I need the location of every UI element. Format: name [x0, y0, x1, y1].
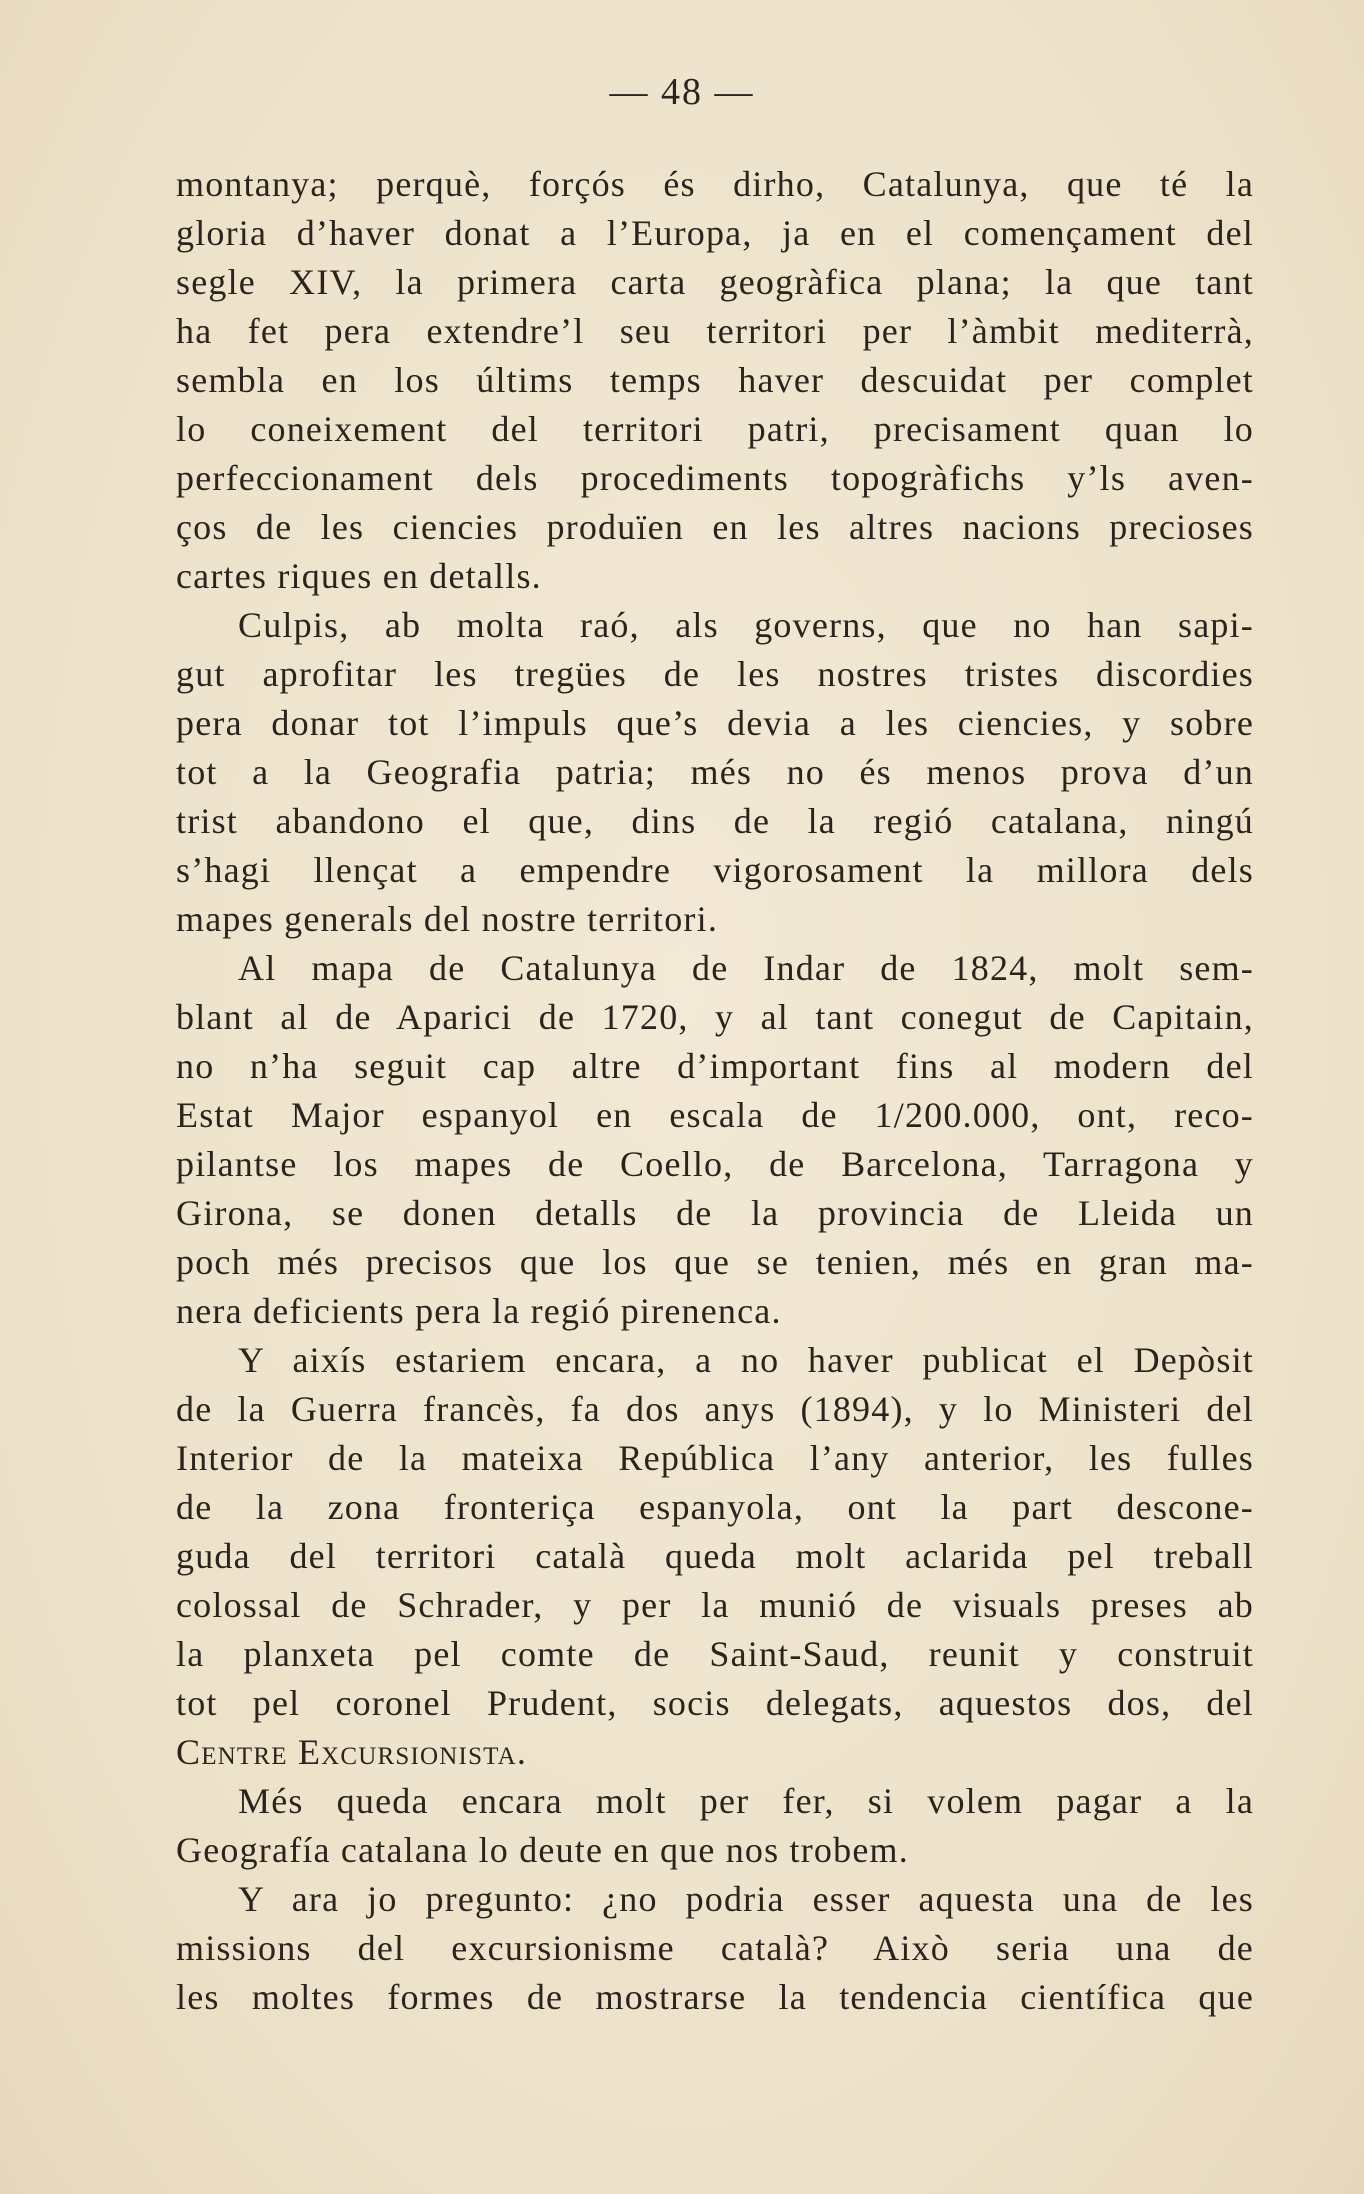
text-line: Més queda encara molt per fer, si volem pagar a la — [238, 1781, 1254, 1821]
text-line: ha fet pera extendre’l seu territori per l’àmbit mediterrà, — [176, 311, 1254, 351]
text-line: segle XIV, la primera carta geogràfica plana; la que tant — [176, 262, 1254, 302]
text-line: lo coneixement del territori patri, precisament quan lo — [176, 409, 1254, 449]
text-line: la planxeta pel comte de Saint-Saud, reunit y construit — [176, 1634, 1254, 1674]
text-line: no n’ha seguit cap altre d’important fins al modern del — [176, 1046, 1254, 1086]
text-line: gloria d’haver donat a l’Europa, ja en el començament del — [176, 213, 1254, 253]
text-line: pilantse los mapes de Coello, de Barcelona, Tarragona y — [176, 1144, 1254, 1184]
text-line: Y aixís estariem encara, a no haver publicat el Depòsit — [238, 1340, 1254, 1380]
text-line: Centre Excursionista. — [176, 1732, 528, 1772]
text-line: blant al de Aparici de 1720, y al tant conegut de Capitain, — [176, 997, 1254, 1037]
text-line: trist abandono el que, dins de la regió catalana, ningú — [176, 801, 1254, 841]
text-line: Culpis, ab molta raó, als governs, que no han sapi- — [238, 605, 1254, 645]
text-line: gut aprofitar les tregües de les nostres tristes discordies — [176, 654, 1254, 694]
text-line: cartes riques en detalls. — [176, 556, 542, 596]
text-line: perfeccionament dels procediments topogràfichs y’ls aven- — [176, 458, 1254, 498]
text-line: les moltes formes de mostrarse la tendencia científica que — [176, 1977, 1254, 2017]
text-line: ços de les ciencies produïen en les altres nacions precioses — [176, 507, 1254, 547]
text-line: poch més precisos que los que se tenien, més en gran ma- — [176, 1242, 1254, 1282]
text-line: mapes generals del nostre territori. — [176, 899, 719, 939]
text-line: tot pel coronel Prudent, socis delegats, aquestos dos, del — [176, 1683, 1254, 1723]
text-line: guda del territori català queda molt aclarida pel treball — [176, 1536, 1254, 1576]
text-line: de la Guerra francès, fa dos anys (1894), y lo Ministeri del — [176, 1389, 1254, 1429]
text-line: pera donar tot l’impuls que’s devia a les ciencies, y sobre — [176, 703, 1254, 743]
text-line: Interior de la mateixa República l’any anterior, les fulles — [176, 1438, 1254, 1478]
page-number: — 48 — — [609, 71, 755, 113]
text-line: Y ara jo pregunto: ¿no podria esser aquesta una de les — [238, 1879, 1254, 1919]
text-line: Al mapa de Catalunya de Indar de 1824, molt sem- — [238, 948, 1254, 988]
text-line: Geografía catalana lo deute en que nos trobem. — [176, 1830, 909, 1870]
text-line: missions del excursionisme català? Això seria una de — [176, 1928, 1254, 1968]
body-text — [176, 160, 1254, 2022]
text-line: sembla en los últims temps haver descuidat per complet — [176, 360, 1254, 400]
text-line: de la zona fronteriça espanyola, ont la part descone- — [176, 1487, 1254, 1527]
text-line: montanya; perquè, forçós és dirho, Catalunya, que té la — [176, 164, 1254, 204]
text-line: Girona, se donen detalls de la provincia de Lleida un — [176, 1193, 1254, 1233]
text-line: tot a la Geografia patria; més no és menos prova d’un — [176, 752, 1254, 792]
text-line: colossal de Schrader, y per la munió de visuals preses ab — [176, 1585, 1254, 1625]
text-line: s’hagi llençat a empendre vigorosament la millora dels — [176, 850, 1254, 890]
text-line: Estat Major espanyol en escala de 1/200.000, ont, reco- — [176, 1095, 1254, 1135]
text-line: nera deficients pera la regió pirenenca. — [176, 1291, 782, 1331]
